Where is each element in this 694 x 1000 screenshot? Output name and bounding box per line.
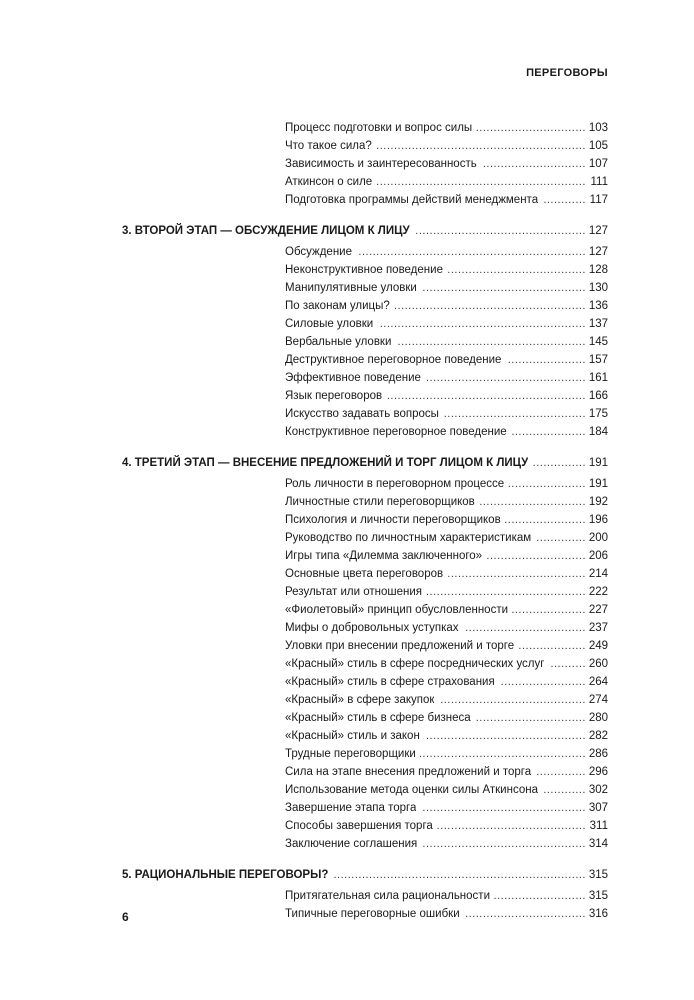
toc-entry <box>0 817 694 835</box>
toc-entry-page: 260 <box>588 658 608 670</box>
toc-leader-dots: .......................................... <box>436 820 586 832</box>
toc-entry <box>0 673 694 691</box>
toc-entry <box>0 511 694 529</box>
toc-leader-dots: ............ <box>543 784 586 796</box>
toc-entry-page: 128 <box>588 264 608 276</box>
toc-entry <box>0 387 694 405</box>
toc-entry <box>0 799 694 817</box>
toc-entry-title: Результат или отношения <box>285 586 423 598</box>
toc-entry-page: 307 <box>588 802 608 814</box>
toc-entry <box>0 119 694 137</box>
toc-entry-title: «Красный» стиль и закон <box>285 730 420 742</box>
toc-entry-title: Манипулятивные уловки <box>285 282 417 294</box>
toc-entry-page: 274 <box>588 694 608 706</box>
toc-leader-dots: ................................................................ <box>358 246 586 258</box>
toc-entry-title: Что такое сила? <box>285 140 372 152</box>
toc-entry-page: 166 <box>588 390 608 402</box>
toc-entry-title: 5. РАЦИОНАЛЬНЫЕ ПЕРЕГОВОРЫ? <box>122 869 329 881</box>
toc-leader-dots: ............ <box>543 194 586 206</box>
toc-leader-dots: ............................... <box>475 122 586 134</box>
toc-leader-dots: ........................ <box>500 676 586 688</box>
toc-leader-dots: ...................... <box>507 354 586 366</box>
toc-entry <box>0 905 694 923</box>
toc-entry-page: 280 <box>588 712 608 724</box>
toc-entry-page: 311 <box>589 820 608 832</box>
toc-entry <box>0 601 694 619</box>
toc-entry <box>0 405 694 423</box>
running-header: ПЕРЕГОВОРЫ <box>526 67 608 79</box>
toc-chapter-entry <box>0 865 694 885</box>
toc-entry-title: «Красный» стиль в сфере посреднических услуг <box>285 658 545 670</box>
toc-leader-dots: .................................. <box>465 622 586 634</box>
toc-entry <box>0 655 694 673</box>
toc-entry-title: Притягательная сила рациональности <box>285 890 490 902</box>
toc-entry <box>0 529 694 547</box>
toc-leader-dots: ............... <box>532 457 586 469</box>
toc-entry <box>0 781 694 799</box>
toc-entry-page: 103 <box>588 122 608 134</box>
toc-entry <box>0 369 694 387</box>
toc-entry-title: Конструктивное переговорное поведение <box>285 426 507 438</box>
toc-entry-title: Использование метода оценки силы Аткинсона <box>285 784 538 796</box>
toc-chapter-entry <box>0 453 694 473</box>
toc-leader-dots: ........................................................... <box>376 176 586 188</box>
toc-entry-title: Неконструктивное поведение <box>285 264 443 276</box>
toc-entry-page: 107 <box>588 158 608 170</box>
toc-entry-title: «Красный» стиль в сфере страхования <box>285 676 495 688</box>
toc-leader-dots: ....................................................................... <box>333 869 586 881</box>
toc-entry-page: 127 <box>588 246 608 258</box>
toc-entry-page: 191 <box>588 457 608 469</box>
toc-leader-dots: ............................................. <box>425 586 586 598</box>
toc-leader-dots: .............................................. <box>422 802 586 814</box>
toc-entry-title: Психология и личности переговорщиков <box>285 514 501 526</box>
toc-entry-title: Заключение соглашения <box>285 838 418 850</box>
toc-leader-dots: ....................... <box>504 514 586 526</box>
toc-entry-page: 111 <box>590 176 608 188</box>
toc-leader-dots: ................... <box>518 640 586 652</box>
toc-entry <box>0 297 694 315</box>
toc-leader-dots: ...................... <box>507 478 586 490</box>
toc-entry-title: Подготовка программы действий менеджмента <box>285 194 539 206</box>
toc-entry <box>0 763 694 781</box>
toc-entry <box>0 745 694 763</box>
toc-entry-page: 161 <box>588 372 608 384</box>
toc-entry-page: 184 <box>588 426 608 438</box>
toc-leader-dots: ..................... <box>511 604 586 616</box>
toc-entry-page: 192 <box>588 496 608 508</box>
toc-entry-title: Эффективное поведение <box>285 372 421 384</box>
toc-entry-page: 315 <box>588 890 608 902</box>
toc-entry-title: «Красный» в сфере закупок <box>285 694 435 706</box>
toc-entry-title: Деструктивное переговорное поведение <box>285 354 502 366</box>
toc-entry-title: По законам улицы? <box>285 300 390 312</box>
toc-entry-page: 117 <box>589 194 608 206</box>
toc-leader-dots: .............. <box>536 766 586 778</box>
toc-entry <box>0 709 694 727</box>
toc-entry <box>0 333 694 351</box>
toc-entry-page: 282 <box>588 730 608 742</box>
toc-entry-title: Искусство задавать вопросы <box>285 408 439 420</box>
toc-entry <box>0 315 694 333</box>
toc-entry-page: 191 <box>588 478 608 490</box>
toc-entry-page: 127 <box>588 225 608 237</box>
toc-leader-dots: .......................................................... <box>379 318 586 330</box>
toc-entry-page: 196 <box>588 514 608 526</box>
toc-entry-title: Личностные стили переговорщиков <box>285 496 475 508</box>
toc-entry-title: Роль личности в переговорном процессе <box>285 478 505 490</box>
toc-entry-page: 136 <box>588 300 608 312</box>
toc-entry <box>0 351 694 369</box>
toc-entry <box>0 261 694 279</box>
toc-leader-dots: ..................... <box>511 426 586 438</box>
toc-entry-title: Мифы о добровольных уступках <box>285 622 459 634</box>
toc-entry-title: Зависимость и заинтересованность <box>285 158 477 170</box>
toc-entry <box>0 137 694 155</box>
toc-entry-page: 137 <box>588 318 608 330</box>
toc-leader-dots: .............. <box>536 532 586 544</box>
toc-entry-page: 227 <box>588 604 608 616</box>
toc-entry-page: 145 <box>588 336 608 348</box>
toc-entry-page: 206 <box>588 550 608 562</box>
toc-entry-page: 316 <box>588 908 608 920</box>
toc-entry <box>0 637 694 655</box>
toc-leader-dots: ............................................. <box>425 372 586 384</box>
toc-entry-title: Трудные переговорщики <box>285 748 416 760</box>
toc-entry-title: Язык переговоров <box>285 390 383 402</box>
toc-leader-dots: .......... <box>550 658 586 670</box>
toc-entry <box>0 691 694 709</box>
toc-entry-title: Завершение этапа торга <box>285 802 417 814</box>
toc-entry-page: 175 <box>588 408 608 420</box>
toc-leader-dots: .......................... <box>493 890 586 902</box>
toc-entry-title: 4. ТРЕТИЙ ЭТАП — ВНЕСЕНИЕ ПРЕДЛОЖЕНИЙ И ТОРГ ЛИЦОМ К ЛИЦУ <box>122 457 529 469</box>
toc-entry-page: 296 <box>588 766 608 778</box>
toc-entry-page: 130 <box>588 282 608 294</box>
toc-entry-page: 222 <box>588 586 608 598</box>
toc-entry-title: Способы завершения торга <box>285 820 433 832</box>
toc-leader-dots: ..................................................... <box>397 336 586 348</box>
toc-leader-dots: .............................................. <box>422 282 586 294</box>
toc-entry-title: Аткинсон о силе <box>285 176 373 188</box>
toc-leader-dots: ................................................ <box>415 225 586 237</box>
toc-entry-page: 249 <box>588 640 608 652</box>
toc-entry-title: 3. ВТОРОЙ ЭТАП — ОБСУЖДЕНИЕ ЛИЦОМ К ЛИЦУ <box>122 225 410 237</box>
toc-entry-title: Процесс подготовки и вопрос силы <box>285 122 473 134</box>
toc-entry-title: Типичные переговорные ошибки <box>285 908 460 920</box>
toc-entry <box>0 887 694 905</box>
toc-leader-dots: .............................................. <box>422 838 586 850</box>
toc-entry-title: Руководство по личностным характеристикам <box>285 532 532 544</box>
toc-leader-dots: ............................................... <box>418 748 586 760</box>
toc-leader-dots: ...................................................... <box>393 300 586 312</box>
toc-entry <box>0 547 694 565</box>
toc-entry-page: 315 <box>588 869 608 881</box>
toc-entry <box>0 619 694 637</box>
toc-leader-dots: ............................... <box>475 712 586 724</box>
toc-leader-dots: ............................ <box>486 550 586 562</box>
toc-entry <box>0 279 694 297</box>
toc-chapter-entry <box>0 221 694 241</box>
toc-entry <box>0 423 694 441</box>
toc-entry-title: Вербальные уловки <box>285 336 392 348</box>
toc-entry <box>0 727 694 745</box>
toc-entry-title: Уловки при внесении предложений и торге <box>285 640 515 652</box>
table-of-contents <box>0 119 694 923</box>
toc-entry <box>0 155 694 173</box>
toc-entry <box>0 493 694 511</box>
toc-entry-page: 157 <box>588 354 608 366</box>
toc-entry-page: 302 <box>588 784 608 796</box>
toc-entry <box>0 191 694 209</box>
toc-entry <box>0 565 694 583</box>
toc-leader-dots: ....................................... <box>447 264 586 276</box>
toc-leader-dots: ....................................... <box>447 568 586 580</box>
toc-entry-page: 237 <box>588 622 608 634</box>
toc-leader-dots: ........................................ <box>443 408 586 420</box>
toc-leader-dots: ............................................. <box>425 730 586 742</box>
toc-entry-title: Основные цвета переговоров <box>285 568 444 580</box>
toc-entry-page: 200 <box>588 532 608 544</box>
toc-entry <box>0 173 694 191</box>
toc-entry <box>0 475 694 493</box>
toc-entry-title: Сила на этапе внесения предложений и торга <box>285 766 532 778</box>
toc-entry <box>0 243 694 261</box>
toc-entry-title: «Фиолетовый» принцип обусловленности <box>285 604 509 616</box>
toc-entry-page: 264 <box>588 676 608 688</box>
toc-leader-dots: ........................................................ <box>386 390 586 402</box>
toc-entry <box>0 835 694 853</box>
toc-entry-title: Силовые уловки <box>285 318 374 330</box>
toc-entry-page: 214 <box>588 568 608 580</box>
toc-leader-dots: ............................. <box>482 158 586 170</box>
toc-entry-title: «Красный» стиль в сфере бизнеса <box>285 712 471 724</box>
toc-leader-dots: .................................. <box>465 908 586 920</box>
toc-entry-title: Игры типа «Дилемма заключенного» <box>285 550 483 562</box>
toc-leader-dots: ........................................................... <box>376 140 586 152</box>
toc-leader-dots: ......................................... <box>440 694 586 706</box>
toc-entry-page: 314 <box>588 838 608 850</box>
toc-entry-page: 286 <box>588 748 608 760</box>
toc-leader-dots: .............................. <box>479 496 586 508</box>
page-number: 6 <box>122 910 129 924</box>
toc-entry <box>0 583 694 601</box>
toc-entry-title: Обсуждение <box>285 246 353 258</box>
toc-entry-page: 105 <box>588 140 608 152</box>
